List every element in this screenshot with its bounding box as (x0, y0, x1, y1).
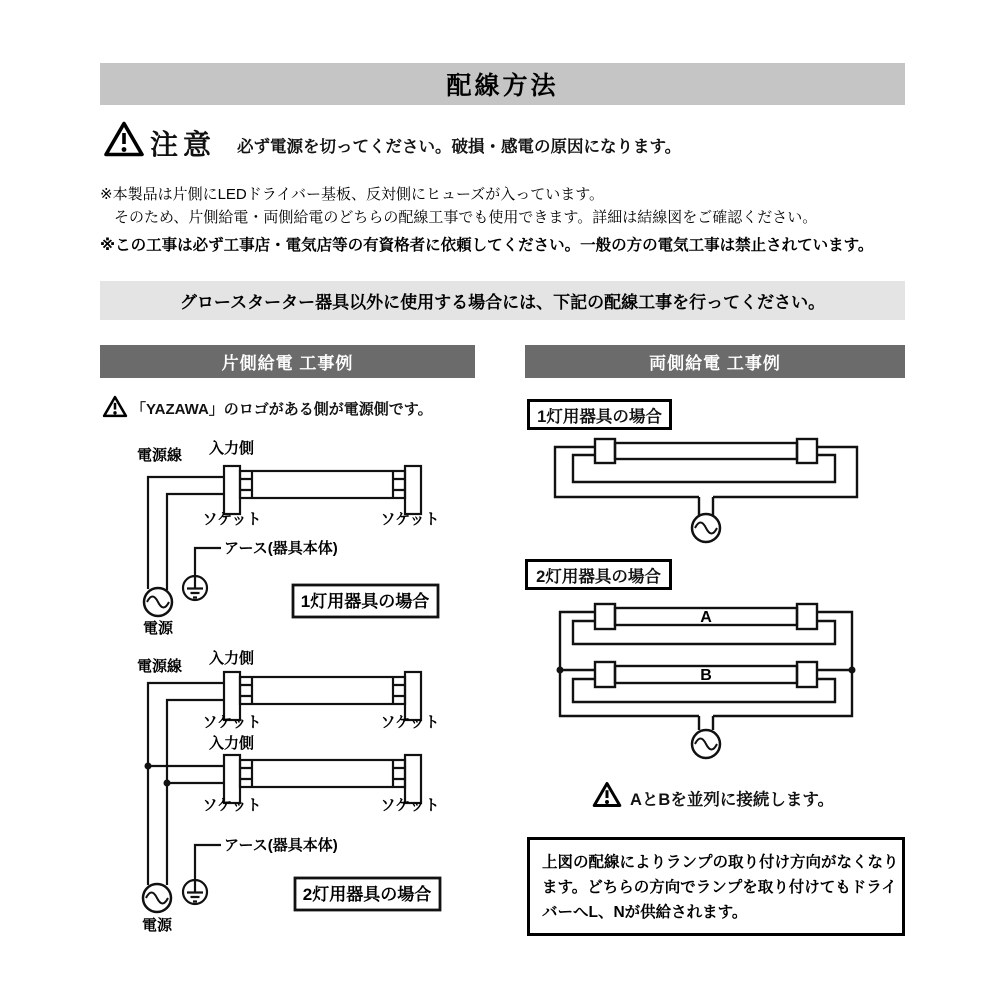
lamp-a-cap-right (797, 604, 817, 629)
note-product-line1: ※本製品は片側にLEDドライバー基板、反対側にヒューズが入っています。 (100, 186, 605, 203)
caption-two-lamp: 2灯用器具の場合 (302, 885, 432, 904)
label-socket-left: ソケット (202, 511, 262, 528)
ac-power-icon (692, 514, 720, 542)
socket-right (405, 466, 421, 514)
label-earth: アース(器具本体) (224, 837, 338, 854)
section-header-double-feed: 両側給電 工事例 (525, 345, 905, 378)
label-socket-1-right: ソケット (380, 714, 440, 731)
source-stub-wires (699, 716, 713, 730)
info-line-1: 上図の配線によりランプの取り付け方向がなくなり (542, 854, 899, 871)
lamp-cap-right (797, 439, 817, 463)
label-socket-2-right: ソケット (380, 797, 440, 814)
ground-icon (183, 576, 207, 600)
double-feed-two-lamp-diagram (520, 596, 905, 784)
lamp-cap-left (595, 439, 615, 463)
note-product-line2: そのため、片側給電・両側給電のどちらの配線工事でも使用できます。詳細は結線図をご確認ください。 (114, 209, 818, 226)
ac-power-icon (143, 884, 171, 912)
label-power-line: 電源線 (137, 658, 183, 675)
parallel-connection-note: AとBを並列に接続します。 (630, 791, 835, 809)
wire-branch (148, 766, 224, 783)
earth-wire (195, 548, 221, 576)
label-socket-right: ソケット (380, 511, 440, 528)
warning-triangle-icon (103, 120, 145, 158)
wiring-info-box (527, 837, 905, 936)
junction-dot (145, 763, 152, 770)
page-title: 配線方法 (100, 63, 905, 105)
label-power: 電源 (141, 917, 173, 934)
label-socket-1-left: ソケット (202, 714, 262, 731)
tube-cap-lines (252, 471, 393, 498)
single-feed-two-lamp-diagram (100, 643, 475, 950)
caution-text: 必ず電源を切ってください。破損・感電の原因になります。 (237, 138, 682, 156)
socket-right (405, 672, 421, 720)
label-input-side-2: 入力側 (209, 735, 255, 752)
lamp-b-cap-left (595, 662, 615, 687)
lamp-tube (240, 677, 405, 704)
ac-power-icon (692, 730, 720, 758)
junction-dot (849, 667, 856, 674)
outer-loop-wire (560, 612, 852, 716)
info-line-2: ます。どちらの方向でランプを取り付けてもドライ (542, 878, 897, 896)
label-socket-2-left: ソケット (202, 797, 262, 814)
ac-power-icon (144, 588, 172, 616)
socket-right (405, 755, 421, 803)
label-power: 電源 (142, 620, 174, 637)
label-input-side-1: 入力側 (209, 650, 255, 667)
caption-one-lamp-fixture: 1灯用器具の場合 (527, 399, 672, 430)
label-lamp-b: B (700, 667, 712, 684)
instruction-bar: グロースターター器具以外に使用する場合には、下記の配線工事を行ってください。 (100, 281, 905, 320)
double-feed-one-lamp-diagram (520, 436, 905, 561)
caption-two-lamp-fixture: 2灯用器具の場合 (525, 559, 672, 590)
yazawa-logo-note: 「YAZAWA」のロゴがある側が電源側です。 (131, 401, 433, 418)
section-header-single-feed: 片側給電 工事例 (100, 345, 475, 378)
socket-left (224, 755, 240, 803)
caption-one-lamp: 1灯用器具の場合 (300, 592, 430, 611)
warning-triangle-icon (102, 395, 128, 418)
single-feed-one-lamp-diagram (100, 433, 475, 640)
warning-triangle-icon (592, 781, 622, 808)
note-qualified-electrician: ※この工事は必ず工事店・電気店等の有資格者に依頼してください。一般の方の電気工事は禁止されています。 (100, 237, 874, 254)
label-power-line: 電源線 (137, 447, 183, 464)
caution-label: 注意 (150, 129, 217, 160)
junction-dot (557, 667, 564, 674)
outer-loop-wire (555, 447, 857, 497)
lamp-tube (615, 443, 797, 459)
lamp-b-cap-right (797, 662, 817, 687)
ground-icon (183, 880, 207, 904)
tube-details (240, 677, 405, 704)
tube-details (240, 760, 405, 787)
socket-left (224, 466, 240, 514)
earth-wire (195, 845, 221, 880)
source-stub-wires (699, 497, 713, 515)
lamp-tube (240, 760, 405, 787)
socket-left (224, 672, 240, 720)
lamp-pins (240, 479, 405, 490)
junction-dot (164, 780, 171, 787)
label-lamp-a: A (700, 609, 712, 626)
info-line-3: バーへL、Nが供給されます。 (542, 903, 748, 921)
lamp-a-cap-left (595, 604, 615, 629)
lamp-tube (240, 471, 405, 498)
label-input-side: 入力側 (209, 440, 255, 457)
label-earth: アース(器具本体) (224, 540, 338, 557)
